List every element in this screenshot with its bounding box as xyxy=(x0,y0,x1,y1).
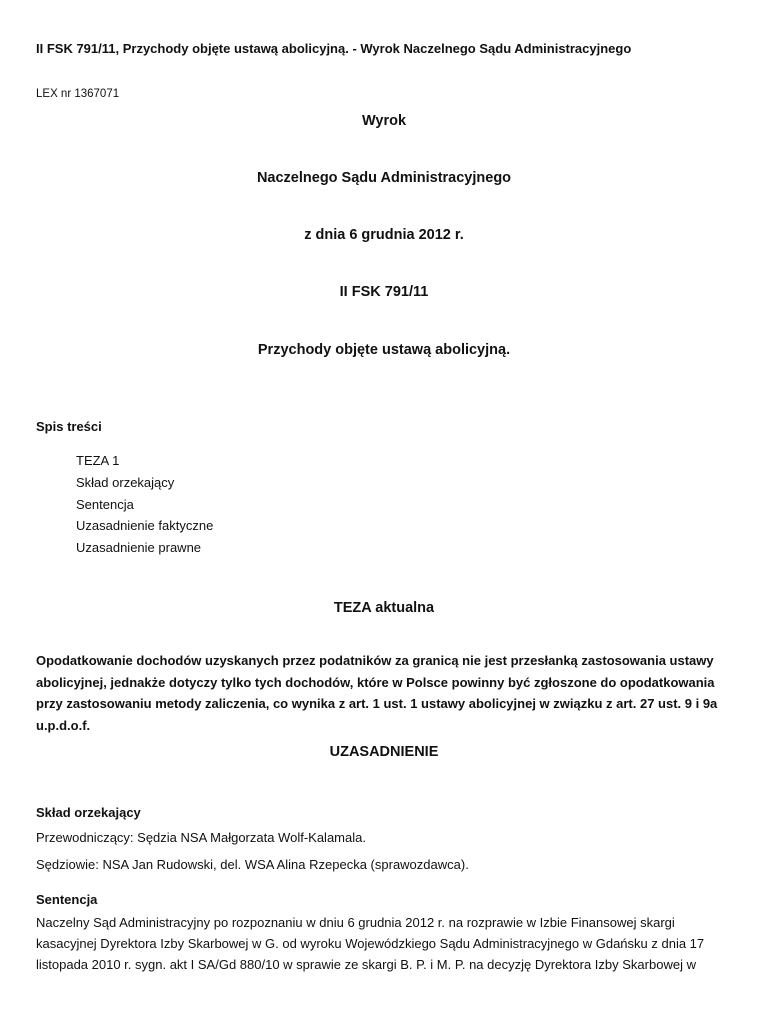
toc-item-uzasadnienie-prawne[interactable]: Uzasadnienie prawne xyxy=(76,540,202,556)
heading-court: Naczelnego Sądu Administracyjnego xyxy=(256,170,512,186)
teza-body: Opodatkowanie dochodów uzyskanych przez podatników za granicą nie jest przesłanką zastosowania ustawy abolicyjnej, jednakże dotyczy tylko tych dochodów, które w Polsce powinny być zgłoszone do opodatkowania przy zastosowaniu metody zaliczenia, co wynika z art. 1 ust. 1 ustawy abolicyjnej w związku z art. 27 ust. 9 i 9a u.p.d.o.f. xyxy=(36,653,718,733)
sentencja-body: Naczelny Sąd Administracyjny po rozpoznaniu w dniu 6 grudnia 2012 r. na rozprawie w Izbie Finansowej skargi kasacyjnej Dyrektora Izby Skarbowej w G. od wyroku Wojewódzkiego Sądu Administracyjnego w Gdańsku z dnia 17 listopada 2010 r. sygn. akt I SA/Gd 880/10 w sprawie ze skargi B. P. i M. P. na decyzję Dyrektora Izby Skarbowej w xyxy=(36,915,705,972)
sklad-judges: Sędziowie: NSA Jan Rudowski, del. WSA Alina Rzepecka (sprawozdawca). xyxy=(36,857,469,872)
toc-item-uzasadnienie-faktyczne[interactable]: Uzasadnienie faktyczne xyxy=(76,518,214,534)
sentencja-heading: Sentencja xyxy=(36,892,98,907)
lex-number: LEX nr 1367071 xyxy=(36,88,120,100)
toc-item-sentencja[interactable]: Sentencja xyxy=(76,496,134,512)
teza-heading: TEZA aktualna xyxy=(333,600,435,616)
heading-wyrok: Wyrok xyxy=(361,113,407,129)
heading-date: z dnia 6 grudnia 2012 r. xyxy=(304,227,464,243)
toc-heading: Spis treści xyxy=(36,419,102,434)
toc-item-sklad[interactable]: Skład orzekający xyxy=(76,474,175,490)
sklad-heading: Skład orzekający xyxy=(36,805,141,820)
sklad-chair: Przewodniczący: Sędzia NSA Małgorzata Wolf-Kalamala. xyxy=(36,830,366,845)
toc-list xyxy=(76,452,213,561)
heading-case-number: II FSK 791/11 xyxy=(339,284,429,300)
toc-item-teza[interactable]: TEZA 1 xyxy=(76,453,120,468)
heading-subject: Przychody objęte ustawą abolicyjną. xyxy=(257,342,511,358)
document-header-title: II FSK 791/11, Przychody objęte ustawą abolicyjną. - Wyrok Naczelnego Sądu Administracyjnego xyxy=(36,41,632,56)
uzasadnienie-heading: UZASADNIENIE xyxy=(329,744,439,760)
